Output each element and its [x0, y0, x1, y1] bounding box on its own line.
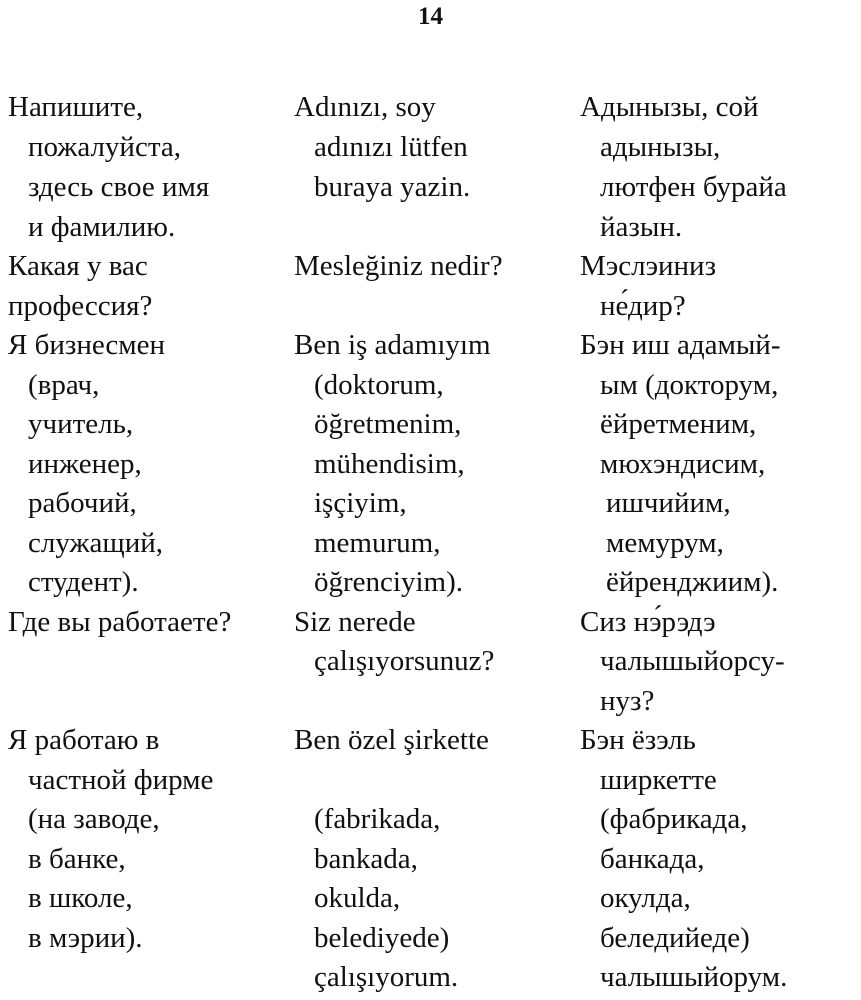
russian-line: Напишите, — [8, 91, 144, 123]
turkish-line: öğretmenim, — [314, 408, 462, 440]
russian-line: и фамилию. — [28, 211, 176, 243]
page-number: 14 — [418, 3, 443, 30]
russian-line: (врач, — [28, 369, 100, 401]
russian-line: (на заводе, — [28, 803, 160, 835]
transcription-line: йазын. — [600, 211, 683, 243]
transcription-line: ширкетте — [600, 764, 717, 796]
transcription-line: Бэн иш адамый- — [580, 329, 781, 361]
transcription-line: нуз? — [600, 685, 655, 717]
turkish-line: çalışıyorum. — [314, 961, 459, 993]
turkish-line: mühendisim, — [314, 448, 465, 480]
turkish-line: (fabrikada, — [314, 803, 441, 835]
turkish-line: memurum, — [314, 527, 441, 559]
transcription-line: беледийеде) — [600, 922, 750, 954]
transcription-line: банкада, — [600, 843, 705, 875]
transcription-line: ишчийим, — [606, 487, 731, 519]
turkish-line: adınızı lütfen — [314, 131, 468, 163]
turkish-line: Mesleğiniz nedir? — [294, 250, 503, 282]
russian-line: Я работаю в — [8, 724, 160, 756]
transcription-line: ёйренджиим). — [606, 566, 779, 598]
transcription-line: окулда, — [600, 882, 691, 914]
russian-line: пожалуйста, — [28, 131, 181, 163]
russian-line: в банке, — [28, 843, 126, 875]
russian-line: профессия? — [8, 290, 153, 322]
turkish-line: çalışıyorsunuz? — [314, 645, 495, 677]
transcription-line: не́дир? — [600, 290, 686, 322]
russian-line: рабочий, — [28, 487, 137, 519]
russian-line: частной фирме — [28, 764, 214, 796]
transcription-line: мемурум, — [606, 527, 724, 559]
russian-line: в школе, — [28, 882, 133, 914]
russian-line: Какая у вас — [8, 250, 148, 282]
turkish-line: işçiyim, — [314, 487, 407, 519]
turkish-line: Adınızı, soy — [294, 91, 436, 123]
transcription-line: (фабрикада, — [600, 803, 748, 835]
russian-line: здесь свое имя — [28, 171, 210, 203]
russian-line: студент). — [28, 566, 139, 598]
turkish-line: öğrenciyim). — [314, 566, 463, 598]
turkish-line: (doktorum, — [314, 369, 444, 401]
transcription-line: мюхэндисим, — [600, 448, 766, 480]
transcription-line: адынызы, — [600, 131, 721, 163]
russian-line: инженер, — [28, 448, 142, 480]
transcription-line: лютфен бурайа — [600, 171, 787, 203]
transcription-line: ым (докторум, — [600, 369, 779, 401]
turkish-line: bankada, — [314, 843, 418, 875]
russian-line: служащий, — [28, 527, 163, 559]
turkish-line: okulda, — [314, 882, 401, 914]
turkish-line: Ben özel şirkette — [294, 724, 489, 756]
transcription-line: Адынызы, сой — [580, 91, 759, 123]
transcription-line: Бэн ёзэль — [580, 724, 696, 756]
transcription-line: чалышыйорум. — [600, 961, 788, 993]
russian-line: учитель, — [28, 408, 134, 440]
turkish-line: buraya yazin. — [314, 171, 471, 203]
turkish-line: belediyede) — [314, 922, 450, 954]
turkish-line: Ben iş adamıyım — [294, 329, 491, 361]
russian-line: Я бизнесмен — [8, 329, 166, 361]
russian-line: Где вы работаете? — [8, 606, 232, 638]
turkish-line: Siz nerede — [294, 606, 416, 638]
transcription-line: Сиз нэ́рэдэ — [580, 606, 716, 638]
transcription-line: Мэслэиниз — [580, 250, 717, 282]
transcription-line: чалышыйорсу- — [600, 645, 785, 677]
russian-line: в мэрии). — [28, 922, 143, 954]
transcription-line: ёйретменим, — [600, 408, 757, 440]
